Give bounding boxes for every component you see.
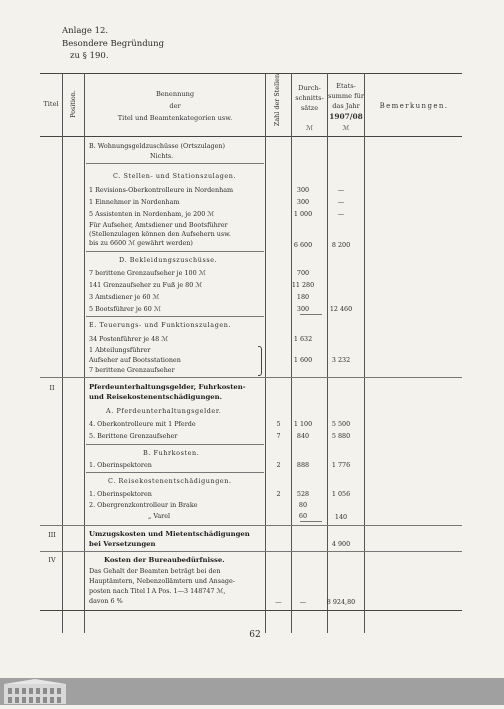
iib1-sum: 1 776 xyxy=(331,461,351,469)
header-durch-unit: ℳ xyxy=(305,124,314,132)
iic3-label: „ Varel xyxy=(148,512,171,520)
table-bottom-rule xyxy=(40,610,462,611)
iia-rule xyxy=(86,444,264,445)
header-benennung-3: Titel und Beamtenkategorien usw. xyxy=(117,114,233,122)
c3-avg: 1 000 xyxy=(293,210,313,218)
iib1-avg: 888 xyxy=(296,461,310,469)
iic3-avg: 60 xyxy=(298,512,308,520)
iib-rule xyxy=(86,472,264,473)
section-e-heading: E. Teuerungs- und Funktionszulagen. xyxy=(89,321,232,329)
section-b-value: Nichts. xyxy=(150,152,174,160)
table-header-rule xyxy=(40,136,462,137)
iv-sum: 8 924,80 xyxy=(326,598,356,606)
section-e-rule xyxy=(40,377,462,378)
iv-text-4: davon 6 % xyxy=(89,597,123,605)
c3-label: 5 Assistenten in Nordenham, je 200 ℳ xyxy=(89,210,215,218)
d4-avg: 300 xyxy=(296,305,310,313)
col-divider-durch xyxy=(327,73,328,633)
iic2-label: 2. Obergrenzkontrolleur in Brake xyxy=(89,501,198,509)
col-divider-titel xyxy=(62,73,63,633)
iib1-num: 2 xyxy=(276,461,281,469)
d3-label: 3 Amtsdiener je 60 ℳ xyxy=(89,293,160,301)
d4-label: 5 Bootsführer je 60 ℳ xyxy=(89,305,161,313)
table-top-rule xyxy=(40,73,462,74)
c2-avg: 300 xyxy=(296,198,310,206)
iic2-avg: 80 xyxy=(298,501,308,509)
iia1-sum: 5 500 xyxy=(331,420,351,428)
ii-heading-2: und Reisekostenentschädigungen. xyxy=(89,393,223,401)
iic1-num: 2 xyxy=(276,490,281,498)
header-durch-1: Durch- xyxy=(298,84,321,92)
c4-label-3: bis zu 6600 ℳ gewährt werden) xyxy=(89,239,193,247)
library-building-logo xyxy=(0,678,70,705)
header-etats-2: summe für xyxy=(328,92,364,100)
header-etats-year: 1907/08 xyxy=(329,112,363,121)
header-zahl: Zahl der Stellen xyxy=(273,73,281,127)
c1-avg: 300 xyxy=(296,186,310,194)
iv-text-2: Hauptämtern, Nebenzollämtern und Ansage- xyxy=(89,577,235,585)
brace-bracket xyxy=(258,346,262,376)
d2-avg: 11 280 xyxy=(291,281,315,289)
anlage-label: Anlage 12. xyxy=(62,26,109,36)
iv-text-1: Das Gehalt der Beamten beträgt bei den xyxy=(89,567,221,575)
title-iii: III xyxy=(48,531,56,539)
header-etats-1: Etats- xyxy=(336,82,356,90)
c1-label: 1 Revisions-Oberkontrolleure in Nordenham xyxy=(89,186,234,194)
col-divider-position xyxy=(84,73,85,633)
iic-subtotal-rule xyxy=(300,521,322,522)
iia2-avg: 840 xyxy=(296,432,310,440)
d-subtotal-rule xyxy=(300,314,322,315)
iia1-num: 5 xyxy=(276,420,281,428)
iii-sum: 4 900 xyxy=(331,540,351,548)
header-durch-2: schnitts- xyxy=(295,94,324,102)
c3-sum: — xyxy=(337,210,345,218)
iia1-label: 4. Oberkontrolleure mit 1 Pferde xyxy=(89,420,196,428)
e1-label: 34 Postenführer je 48 ℳ xyxy=(89,335,169,343)
iic1-avg: 528 xyxy=(296,490,310,498)
header-benennung-1: Benennung xyxy=(155,90,195,98)
iia2-sum: 5 880 xyxy=(331,432,351,440)
e4-label: 7 berittene Grenzaufseher xyxy=(89,366,175,374)
footer-bar xyxy=(0,678,504,705)
header-etats-3: das Jahr xyxy=(332,102,360,110)
paragraph-ref: zu § 190. xyxy=(70,51,109,61)
col-divider-etats xyxy=(364,73,365,633)
iic23-sum: 140 xyxy=(334,513,348,521)
col-divider-zahl xyxy=(291,73,292,633)
header-position: Position. xyxy=(69,90,77,118)
section-d-heading: D. Bekleidungszuschüsse. xyxy=(119,256,218,264)
header-benennung-2: der xyxy=(169,102,181,110)
iii-heading-2: bei Versetzungen xyxy=(89,540,156,548)
e-brace-avg: 1 600 xyxy=(293,356,313,364)
d1-label: 7 berittene Grenzaufseher je 100 ℳ xyxy=(89,269,206,277)
iia-heading: A. Pferdeunterhaltungsgelder. xyxy=(106,407,222,415)
section-b-heading: B. Wohnungsgeldzuschüsse (Ortszulagen) xyxy=(89,142,225,150)
iia1-avg: 1 100 xyxy=(293,420,313,428)
ii-heading-1: Pferdeunterhaltungsgelder, Fuhrkosten- xyxy=(89,383,246,391)
iic-heading: C. Reisekostenentschädigungen. xyxy=(108,477,232,485)
iii-heading-1: Umzugskosten und Mietentschädigungen xyxy=(89,530,250,538)
iib-heading: B. Fuhrkosten. xyxy=(143,449,200,457)
e3-label: Aufseher auf Bootsstationen xyxy=(89,356,181,364)
col-divider-benennung xyxy=(265,73,266,633)
header-titel: Titel xyxy=(43,100,59,108)
d2-label: 141 Grenzaufseher zu Fuß je 80 ℳ xyxy=(89,281,203,289)
d1-avg: 700 xyxy=(296,269,310,277)
iia2-num: 7 xyxy=(276,432,281,440)
besondere-begruendung: Besondere Begründung xyxy=(62,39,165,49)
iia2-label: 5. Berittene Grenzaufseher xyxy=(89,432,178,440)
c4-avg: 6 600 xyxy=(293,241,313,249)
e2-label: 1 Abteilungsführer xyxy=(89,346,151,354)
c1-sum: — xyxy=(337,186,345,194)
iv-avg: — xyxy=(299,598,307,606)
iv-text-3: posten nach Titel I A Pos. 1—3 148747 ℳ, xyxy=(89,587,226,595)
section-d-rule xyxy=(86,316,264,317)
section-c-rule xyxy=(86,251,264,252)
c4-label-1: Für Aufseher, Amtsdiener und Bootsführer xyxy=(89,221,228,229)
e-sum: 3 232 xyxy=(331,356,351,364)
header-bemerkungen: Bemerkungen. xyxy=(379,102,449,110)
c4-label-2: (Stellenzulagen können den Aufsehern usw. xyxy=(89,230,231,238)
header-durch-3: sätze xyxy=(300,104,319,112)
d3-avg: 180 xyxy=(296,293,310,301)
iic1-sum: 1 056 xyxy=(331,490,351,498)
title-ii: II xyxy=(49,384,55,392)
iib1-label: 1. Oberinspektoren xyxy=(89,461,152,469)
title-ii-rule xyxy=(40,525,462,526)
header-etats-unit: ℳ xyxy=(342,124,350,132)
title-iii-rule xyxy=(40,551,462,552)
page-number: 62 xyxy=(249,630,261,640)
iic1-label: 1. Oberinspektoren xyxy=(89,490,152,498)
iv-num: — xyxy=(275,598,282,606)
title-iv: IV xyxy=(48,556,56,564)
e1-avg: 1 632 xyxy=(293,335,313,343)
c4-sum: 8 200 xyxy=(331,241,351,249)
iv-heading: Kosten der Bureaubedürfnisse. xyxy=(104,556,225,564)
c2-sum: — xyxy=(337,198,345,206)
section-c-heading: C. Stellen- und Stationszulagen. xyxy=(113,172,237,180)
d-sum: 12 460 xyxy=(329,305,353,313)
section-b-rule xyxy=(86,163,264,164)
c2-label: 1 Einnehmer in Nordenham xyxy=(89,198,180,206)
